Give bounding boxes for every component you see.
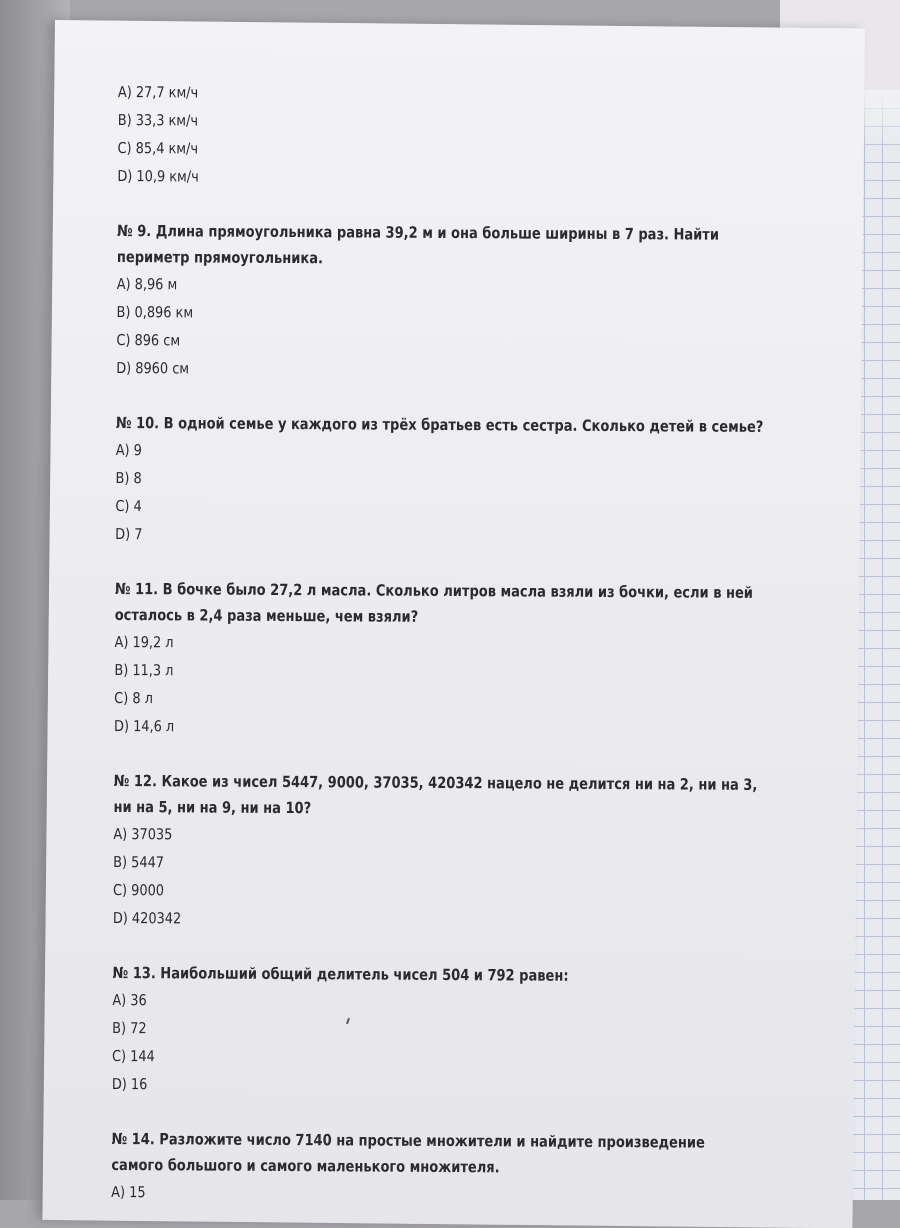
question-11 [114,576,815,744]
answer-option: D) 420342 [112,908,182,928]
question-text [111,1126,705,1182]
answer-option: B) 5447 [113,852,165,872]
question-line: № 14. Разложите число 7140 на простые множители и найдите произведение [111,1129,705,1152]
answer-option: A) 9 [115,440,142,460]
answer-option: C) 896 см [116,330,181,350]
answer-option: A) 36 [112,990,147,1010]
question-line: осталось в 2,4 раза меньше, чем взяли? [114,605,419,626]
question-text [116,218,720,274]
question-text [113,768,758,824]
answer-option: D) 14,6 л [113,716,175,736]
worksheet-content [111,78,818,1210]
question-12 [113,768,814,936]
question-line: № 11. В бочке было 27,2 л масла. Сколько литров масла взяли из бочки, если в ней [114,579,754,602]
answer-option: A) 15 [111,1182,146,1202]
question-line: самого большого и самого маленького множителя. [111,1155,500,1177]
answer-option: D) 16 [111,1074,148,1094]
question-text [112,960,700,990]
answer-option: C) 144 [111,1046,155,1066]
answer-option: C) 9000 [112,880,165,900]
question-text [115,410,764,440]
question-line: № 12. Какое из чисел 5447, 9000, 37035, 420342 нацело не делится ни на 2, ни на 3, [113,771,758,794]
question-text [114,576,754,632]
question-line: ни на 5, ни на 9, ни на 10? [113,797,312,818]
question-10 [115,410,816,552]
question-13 [112,960,813,1102]
question-14 [111,1126,811,1210]
answer-option: C) 85,4 км/ч [117,138,199,158]
answer-option: A) 27,7 км/ч [117,82,199,102]
top-options [117,78,818,194]
answer-option: C) 8 л [114,688,153,708]
answer-option: C) 4 [115,496,142,516]
answer-option: D) 8960 см [116,358,190,378]
question-line: периметр прямоугольника. [116,247,324,268]
answer-option: D) 10,9 км/ч [117,166,199,186]
answer-option: D) 7 [115,524,143,544]
answer-option: A) 8,96 м [116,274,178,294]
answer-option: A) 19,2 л [114,632,174,652]
answer-option: A) 37035 [113,824,173,844]
answer-option: B) 72 [112,1018,147,1038]
answer-option: B) 33,3 км/ч [117,110,199,130]
answer-option: B) 11,3 л [114,660,174,680]
question-line: № 10. В одной семье у каждого из трёх братьев есть сестра. Сколько детей в семье? [115,413,764,436]
question-9 [116,218,817,386]
answer-option: B) 0,896 км [116,302,194,322]
answer-option: B) 8 [115,468,142,488]
question-line: № 13. Наибольший общий делитель чисел 504 и 792 равен: [112,963,569,985]
question-line: № 9. Длина прямоугольника равна 39,2 м и она больше ширины в 7 раз. Найти [117,221,720,244]
